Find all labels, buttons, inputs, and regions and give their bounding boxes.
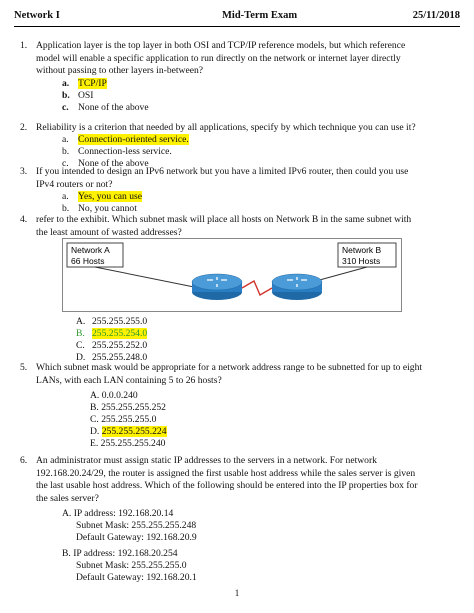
network-b-hosts: 310 Hosts — [342, 256, 381, 266]
header-left: Network I — [14, 10, 60, 21]
option-a-ip: A. IP address: 192.168.20.14 — [62, 508, 174, 519]
option-c: C. 255.255.255.0 — [90, 414, 157, 425]
question-number: 5. — [20, 362, 28, 373]
option-a: a. Yes, you can use — [62, 191, 143, 202]
question-4 — [20, 214, 412, 239]
option-e: E. 255.255.255.240 — [90, 438, 166, 449]
option-c: c. None of the above — [62, 102, 149, 113]
option-a-gateway: Default Gateway: 192.168.20.9 — [76, 532, 197, 543]
question-text-line: Application layer is the top layer in both OSI and TCP/IP reference models, but which reference — [36, 40, 406, 51]
question-text-line: without passing to other layers in-between? — [36, 65, 204, 77]
question-number: 2. — [20, 122, 28, 133]
question-text-line: IPv4 routers or not? — [36, 178, 113, 190]
option-b: B. 255.255.254.0 — [76, 328, 148, 339]
option-a: A. 0.0.0.240 — [90, 390, 138, 401]
answer-highlight: Connection-oriented service. — [78, 134, 189, 145]
network-a-hosts: 66 Hosts — [71, 256, 105, 266]
option-b-ip: B. IP address: 192.168.20.254 — [62, 548, 178, 559]
option-b: b. OSI — [62, 90, 94, 101]
answer-highlight: TCP/IP — [78, 78, 107, 89]
option-b-gateway: Default Gateway: 192.168.20.1 — [76, 572, 197, 583]
page-number: 1 — [234, 588, 240, 598]
option-a: a. Connection-oriented service. — [62, 134, 189, 145]
question-3 — [20, 166, 409, 191]
option-b: b. Connection-less service. — [62, 146, 172, 157]
option-a: A. 255.255.255.0 — [76, 316, 148, 327]
option-c: c. None of the above — [62, 158, 149, 169]
option-a-mask: Subnet Mask: 255.255.255.248 — [76, 520, 197, 531]
header-center: Mid-Term Exam — [222, 10, 298, 21]
question-text-line: refer to the exhibit. Which subnet mask will place all hosts on Network B in the same subnet with — [36, 214, 412, 225]
network-a-name: Network A — [71, 245, 110, 255]
answer-highlight: Yes, you can use — [78, 191, 143, 202]
option-c: C. 255.255.252.0 — [76, 340, 148, 351]
option-d: D. 255.255.255.224 — [90, 426, 167, 437]
option-a: a. TCP/IP — [62, 78, 107, 89]
question-text-line: the sales server? — [36, 492, 99, 504]
question-text-line: the last usable host address. Which of the following should be entered into the IP properties box for — [36, 480, 418, 492]
question-text-line: Which subnet mask would be appropriate for a network address range to be subnetted for up to eight — [36, 362, 423, 373]
network-a-label — [67, 243, 123, 267]
router-icon — [272, 274, 322, 300]
question-6 — [20, 455, 418, 505]
question-text-line: the least amount of wasted addresses? — [36, 226, 182, 238]
network-b-label — [338, 243, 396, 267]
question-text-line: An administrator must assign static IP addresses to the servers in a network. For network — [36, 455, 377, 466]
question-number: 6. — [20, 455, 28, 466]
question-2 — [20, 122, 416, 135]
option-b: b. No, you cannot — [62, 203, 137, 214]
question-text-line: LANs, with each LAN containing 5 to 26 hosts? — [36, 374, 222, 386]
question-text-line: If you intended to design an IPv6 network but you have a limited IPv6 router, then could you use — [36, 166, 409, 177]
answer-highlight: 255.255.255.224 — [101, 426, 167, 437]
answer-highlight: 255.255.254.0 — [92, 328, 148, 339]
option-d: D. 255.255.248.0 — [76, 352, 148, 363]
network-b-name: Network B — [342, 245, 382, 255]
question-text-line: 192.168.20.24/29, the router is assigned the first usable host address while the sales server is given — [36, 467, 416, 479]
question-5 — [20, 362, 423, 387]
question-text-line: model will enable a specific application to run directly on the network or internet layer directly — [36, 52, 401, 64]
question-text-line: Reliability is a criterion that needed by all applications, specify by which technique you can use it? — [36, 122, 416, 133]
question-number: 3. — [20, 166, 28, 177]
option-b: B. 255.255.255.252 — [90, 402, 166, 413]
router-icon — [192, 274, 242, 300]
question-number: 4. — [20, 214, 28, 225]
header-right: 25/11/2018 — [412, 10, 460, 21]
option-b-mask: Subnet Mask: 255.255.255.0 — [76, 560, 187, 571]
header-rule — [14, 26, 460, 27]
question-1 — [20, 40, 406, 78]
question-number: 1. — [20, 40, 28, 51]
network-exhibit — [62, 238, 402, 312]
